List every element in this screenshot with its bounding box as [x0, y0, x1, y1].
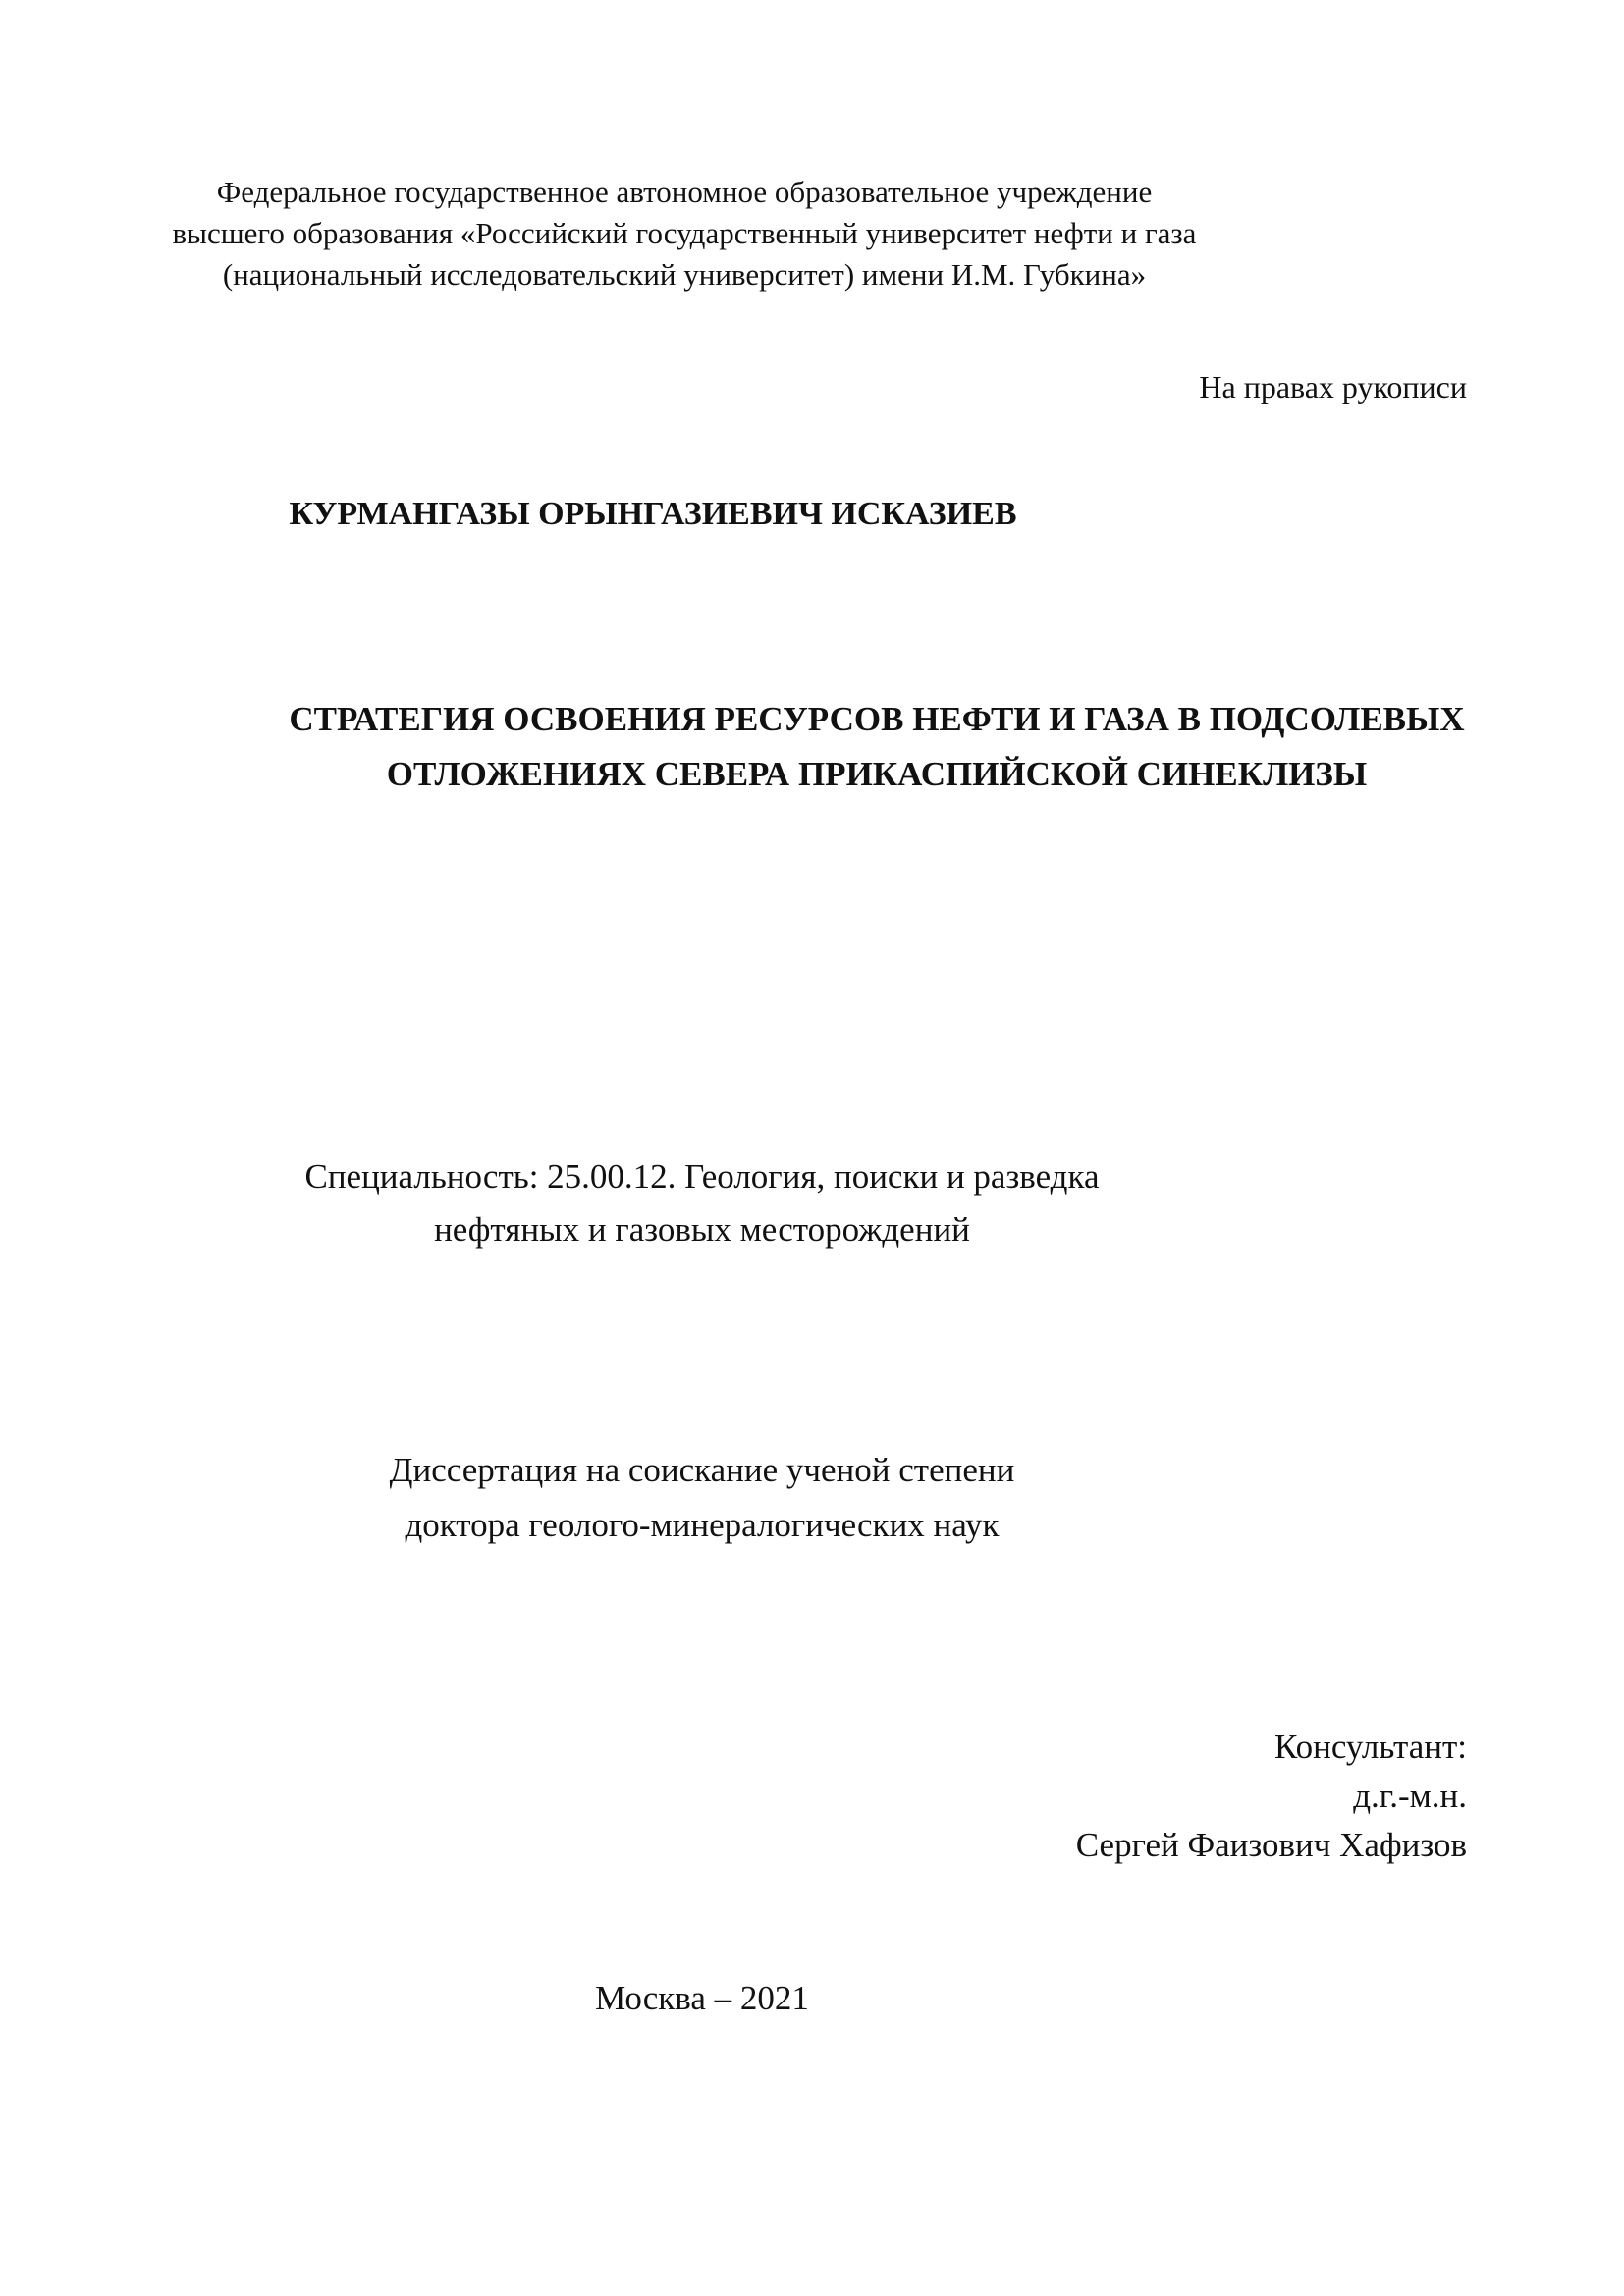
degree-line-2: доктора геолого-минералогических наук [405, 1506, 1000, 1544]
degree-statement [0, 1443, 1404, 1553]
specialty [0, 1150, 1404, 1256]
degree-line-1: Диссертация на соискание ученой степени [389, 1451, 1015, 1489]
consultant-label: Консультант: [1274, 1728, 1467, 1766]
institution-line-2: высшего образования «Российский государственный университет нефти и газа [172, 216, 1197, 250]
specialty-line-1: Специальность: 25.00.12. Геология, поиски и разведка [304, 1157, 1100, 1196]
consultant-name: Сергей Фаизович Хафизов [1075, 1826, 1467, 1864]
title-line-1: СТРАТЕГИЯ ОСВОЕНИЯ РЕСУРСОВ НЕФТИ И ГАЗА В ПОДСОЛЕВЫХ [289, 700, 1465, 738]
institution-header [0, 172, 1369, 295]
manuscript-note: На правах рукописи [1199, 369, 1467, 404]
institution-line-1: Федеральное государственное автономное образовательное учреждение [216, 175, 1153, 209]
title-line-2: ОТЛОЖЕНИЯХ СЕВЕРА ПРИКАСПИЙСКОЙ СИНЕКЛИЗЫ [386, 755, 1368, 793]
consultant-block [1076, 1723, 1467, 1870]
city-year: Москва – 2021 [595, 1979, 809, 2017]
specialty-line-2: нефтяных и газовых месторождений [434, 1210, 970, 1249]
author-name: КУРМАНГАЗЫ ОРЫНГАЗИЕВИЧ ИСКАЗИЕВ [289, 496, 1017, 532]
institution-line-3: (национальный исследовательский университет) имени И.М. Губкина» [222, 257, 1147, 292]
consultant-degree: д.г.-м.н. [1353, 1777, 1467, 1815]
